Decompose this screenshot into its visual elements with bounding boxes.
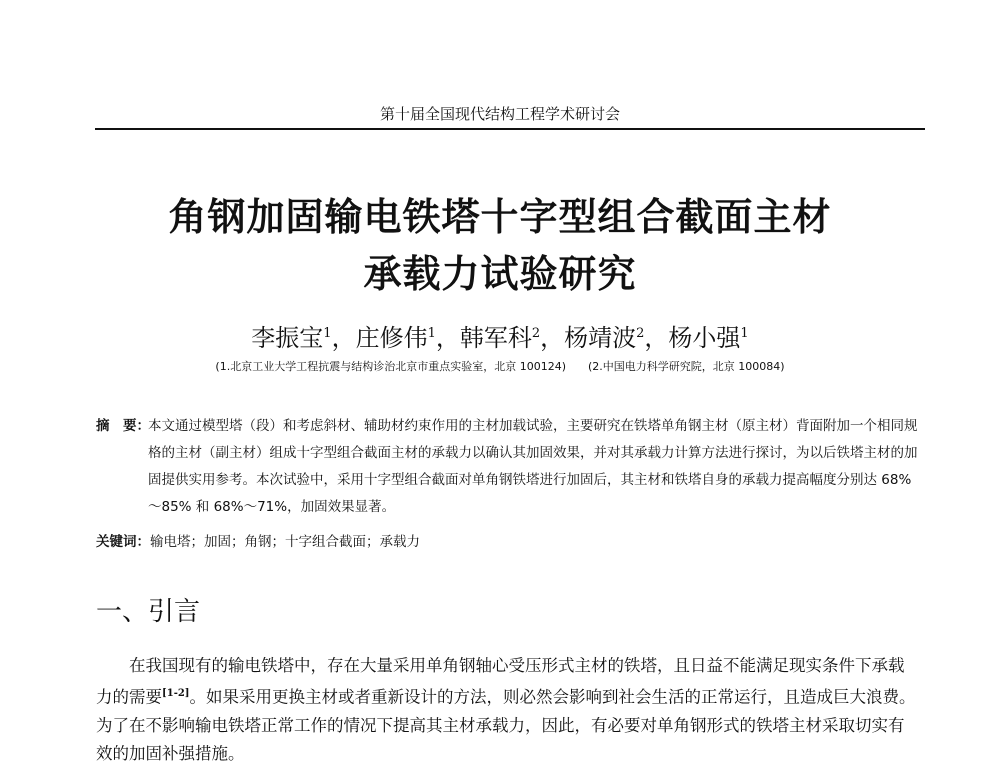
paper-title-line2: 承载力试验研究 xyxy=(363,252,637,296)
author-name: 李振宝 xyxy=(251,324,324,352)
author-affiliation-mark: 1 xyxy=(323,326,332,341)
header-rule xyxy=(95,128,925,130)
keywords xyxy=(96,530,918,550)
citation-ref: [1-2] xyxy=(162,688,190,699)
section-heading: 一、引言 xyxy=(96,597,201,627)
body-text: 在我国现有的输电铁塔中，存在大量采用单角钢轴心受压形式主材的铁塔，且日益不能满足现实条件下承载力的需要 xyxy=(96,656,905,707)
author-name: 韩军科 xyxy=(459,324,532,352)
author-affiliation-mark: 1 xyxy=(740,326,749,341)
author-name: 杨小强 xyxy=(668,324,741,352)
author-affiliation-mark: 2 xyxy=(636,326,645,341)
abstract xyxy=(96,413,918,521)
abstract-label: 摘 要： xyxy=(96,418,150,434)
author-name: 庄修伟 xyxy=(355,324,428,352)
author-affiliation-mark: 1 xyxy=(427,326,436,341)
affiliation-1: (1.北京工业大学工程抗震与结构诊治北京市重点实验室，北京 100124) xyxy=(215,360,566,373)
running-header: 第十届全国现代结构工程学术研讨会 xyxy=(379,105,620,123)
affiliations xyxy=(0,358,1000,374)
author-name: 杨靖波 xyxy=(564,324,637,352)
abstract-text: 本文通过模型塔（段）和考虑斜材、辅助材约束作用的主材加载试验，主要研究在铁塔单角钢主材（原主材）背面附加一个相同规格的主材（副主材）组成十字型组合截面主材的承载力以确认其加固效果，并对其承载力计算方法进行探讨，为以后铁塔主材的加固提供实用参考。本次试验中，采用十字型组合截面对单角钢铁塔进行加固后，其主材和铁塔自身的承载力提高幅度分别达 68%～85% 和 68%～71%，加固效果显著。 xyxy=(148,418,918,515)
body-text: 。如果采用更换主材或者重新设计的方法，则必然会影响到社会生活的正常运行，且造成巨大浪费。为了在不影响输电铁塔正常工作的情况下提高其主材承载力，因此，有必要对单角钢形式的铁塔主材采取切实有效的加固补强措施。 xyxy=(96,687,916,763)
keywords-label: 关键词： xyxy=(96,534,150,550)
paper-title-line1: 角钢加固输电铁塔十字型组合截面主材 xyxy=(168,195,832,239)
body-paragraph xyxy=(96,652,918,768)
author-list: 李振宝$^1$，庄修伟$^1$，韩军科$^2$，杨靖波$^2$，杨小强$^1$ xyxy=(251,324,749,352)
keywords-text: 输电塔；加固；角钢；十字组合截面；承载力 xyxy=(150,534,420,550)
affiliation-2: (2.中国电力科学研究院，北京 100084) xyxy=(588,360,785,373)
author-affiliation-mark: 2 xyxy=(531,326,541,341)
